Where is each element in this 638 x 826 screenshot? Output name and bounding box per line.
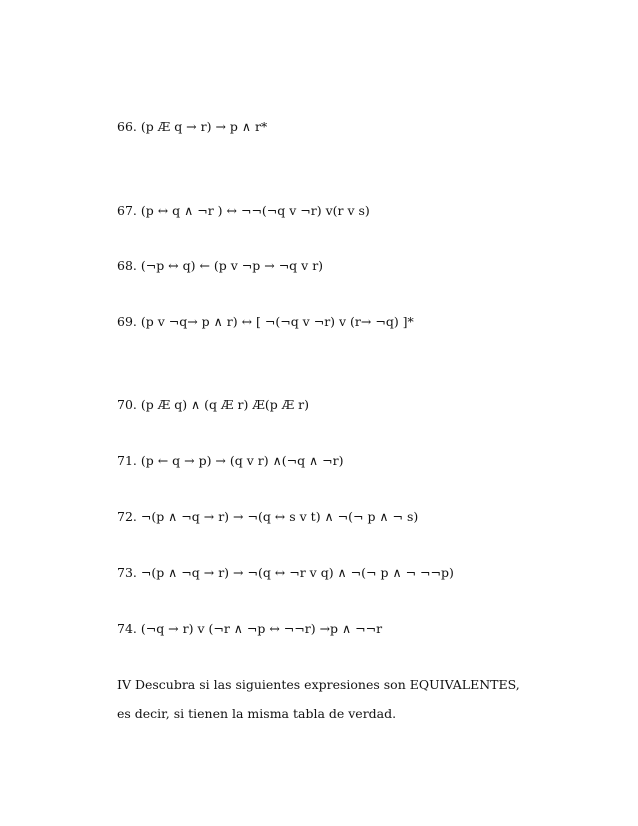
exercise-73: 73. ¬(p ∧ ¬q → r) → ¬(q ↔ ¬r v q) ∧ ¬(¬ p ∧ ¬ ¬¬p) (117, 565, 454, 580)
exercise-68: 68. (¬p ↔ q) ← (p v ¬p → ¬q v r) (117, 258, 324, 273)
section-iv-instructions: IV Descubra si las siguientes expresiones son EQUIVALENTES, es decir, si tienen la misma tabla de verdad. (117, 677, 520, 721)
exercise-66: 66. (p Æ q → r) → p ∧ r* (117, 119, 268, 134)
exercise-71: 71. (p ← q → p) → (q v r) ∧(¬q ∧ ¬r) (117, 453, 344, 468)
exercise-72: 72. ¬(p ∧ ¬q → r) → ¬(q ↔ s v t) ∧ ¬(¬ p ∧ ¬ s) (117, 509, 419, 524)
exercise-69: 69. (p v ¬q→ p ∧ r) ↔ [ ¬(¬q v ¬r) v (r→ ¬q) ]* (117, 314, 414, 329)
exercise-67: 67. (p ↔ q ∧ ¬r ) ↔ ¬¬(¬q v ¬r) v(r v s) (117, 203, 370, 218)
exercise-70: 70. (p Æ q) ∧ (q Æ r) Æ(p Æ r) (117, 397, 310, 412)
exercise-74: 74. (¬q → r) v (¬r ∧ ¬p ↔ ¬¬r) →p ∧ ¬¬r (117, 621, 383, 636)
